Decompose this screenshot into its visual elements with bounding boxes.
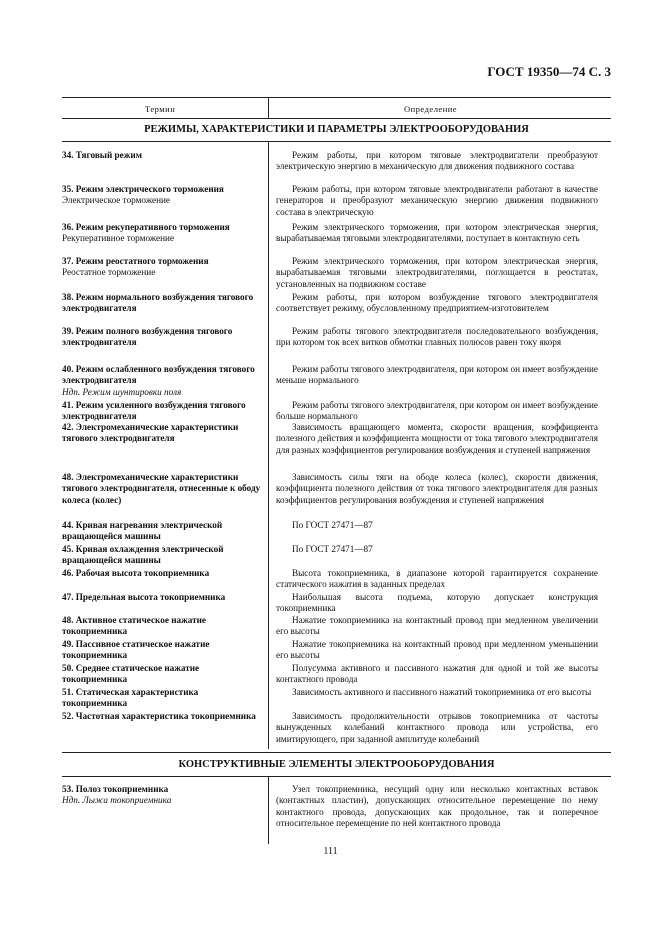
column-divider-body-2 — [268, 776, 269, 844]
term-53: 53. Полоз токоприемника Ндп. Лыжа токоприемника — [62, 784, 172, 806]
section-rule — [62, 141, 611, 142]
section-rule-3 — [62, 776, 611, 777]
definition-36: Режим электрического торможения, при котором электрическая энергия, вырабатываемая тяговыми электродвигателями, поступает в контактную сеть — [276, 222, 598, 244]
term-36: 36. Режим рекуперативного торможения Рекуперативное торможение — [62, 222, 230, 244]
definition-41: Режим работы тягового электродвигателя, при котором он имеет возбуждение больше нормального — [276, 400, 598, 422]
definition-45: По ГОСТ 27471—87 — [292, 544, 373, 554]
page-header-title: ГОСТ 19350—74 С. 3 — [487, 64, 611, 79]
term-47: 47. Предельная высота токоприемника — [62, 592, 226, 602]
section-rule-2 — [62, 752, 611, 753]
section-title-modes: РЕЖИМЫ, ХАРАКТЕРИСТИКИ И ПАРАМЕТРЫ ЭЛЕКТРООБОРУДОВАНИЯ — [144, 124, 529, 135]
term-46: 46. Рабочая высота токоприемника — [62, 568, 210, 578]
term-49: 49. Пассивное статическое нажатие токоприемника — [62, 639, 210, 661]
page-number: 111 — [323, 846, 338, 857]
column-header-definition: Определение — [404, 104, 458, 114]
definition-39: Режим работы тягового электродвигателя последовательного возбуждения, при котором ток всех витков обмотки главных полюсов равен току якоря — [276, 326, 598, 348]
term-50: 50. Среднее статическое нажатие токоприемника — [62, 663, 200, 685]
term-35: 35. Режим электрического торможения Электрическое торможение — [62, 184, 224, 206]
term-51: 51. Статическая характеристика токоприемника — [62, 687, 199, 709]
column-divider-body — [268, 141, 269, 749]
term-37: 37. Режим реостатного торможения Реостатное торможение — [62, 256, 209, 278]
definition-40: Режим работы тягового электродвигателя, при котором он имеет возбуждение меньше нормального — [276, 364, 598, 386]
column-header-term: Термин — [145, 104, 176, 114]
term-39: 39. Режим полного возбуждения тягового электродвигателя — [62, 326, 233, 348]
term-41: 41. Режим усиленного возбуждения тягового электродвигателя — [62, 400, 246, 422]
definition-44: По ГОСТ 27471—87 — [292, 520, 373, 530]
term-42: 42. Электромеханические характеристики тягового электродвигателя — [62, 422, 239, 444]
definition-47: Наибольшая высота подъема, которую допускает конструкция токоприемника — [276, 592, 598, 614]
term-40: 40. Режим ослабленного возбуждения тягового электродвигателя Ндп. Режим шунтировки поля — [62, 364, 255, 397]
table-header-rule — [62, 118, 611, 119]
definition-50: Полусумма активного и пассивного нажатия для одной и той же высоты контактного провода — [276, 663, 598, 685]
definition-35: Режим работы, при котором тяговые электродвигатели работают в качестве генераторов и преобразуют механическую энергию движения подвижного состава в электрическую — [276, 184, 598, 217]
column-divider-head — [268, 97, 269, 118]
definition-51: Зависимость активного и пассивного нажатий токоприемника от его высоты — [292, 687, 592, 697]
definition-43: Зависимость силы тяги на ободе колеса (колес), скорости движения, коэффициента полезного действия от тока тягового электродвигателя для разных коэффициентов регулирования возбуждения и ступеней напряжения — [276, 472, 598, 505]
section-title-construction: КОНСТРУКТИВНЫЕ ЭЛЕМЕНТЫ ЭЛЕКТРООБОРУДОВАНИЯ — [178, 759, 495, 770]
definition-46: Высота токоприемника, в диапазоне которой гарантируется сохранение статического нажатия в заданных пределах — [276, 568, 598, 590]
term-43: 48. Электромеханические характеристики тягового электродвигателя, отнесенные к ободу колеса (колес) — [62, 472, 261, 505]
definition-34: Режим работы, при котором тяговые электродвигатели преобразуют электрическую энергию в механическую для движения подвижного состава — [276, 150, 598, 172]
definition-37: Режим электрического торможения, при котором электрическая энергия, вырабатываемая тяговыми электродвигателями, поглощается в реостатах, установленных на подвижном составе — [276, 256, 598, 289]
term-38: 38. Режим нормального возбуждения тягового электродвигателя — [62, 292, 254, 314]
term-44: 44. Кривая нагревания электрической вращающейся машины — [62, 520, 223, 542]
definition-38: Режим работы, при котором возбуждение тягового электродвигателя соответствует режиму, обусловленному предприятием-изготовителем — [276, 292, 598, 314]
term-48-active: 48. Активное статическое нажатие токоприемника — [62, 615, 206, 637]
definition-53: Узел токоприемника, несущий одну или несколько контактных вставок (контактных пластин), допускающих относительное перемещение по нему контактного провода, допускающих как продольное, так и поперечное относительное перемещение по ней контактного провода — [276, 784, 598, 829]
definition-42: Зависимость вращающего момента, скорости вращения, коэффициента полезного действия и коэффициента мощности от тока тягового электродвигателя для разных коэффициентов регулирования возбуждения и ступеней напряжения — [276, 422, 598, 455]
table-top-rule — [62, 97, 611, 98]
term-45: 45. Кривая охлаждения электрической вращающейся машины — [62, 544, 224, 566]
term-34: 34. Тяговый режим — [62, 150, 142, 160]
definition-52: Зависимость продолжительности отрывов токоприемника от частоты вынужденных колебаний контактного провода или устройства, его имитирующего, при заданной амплитуде колебаний — [276, 711, 598, 744]
term-52: 52. Частотная характеристика токоприемника — [62, 711, 256, 721]
definition-48-active: Нажатие токоприемника на контактный провод при медленном увеличении его высоты — [276, 615, 598, 637]
definition-49: Нажатие токоприемника на контактный провод при медленном уменьшении его высоты — [276, 639, 598, 661]
